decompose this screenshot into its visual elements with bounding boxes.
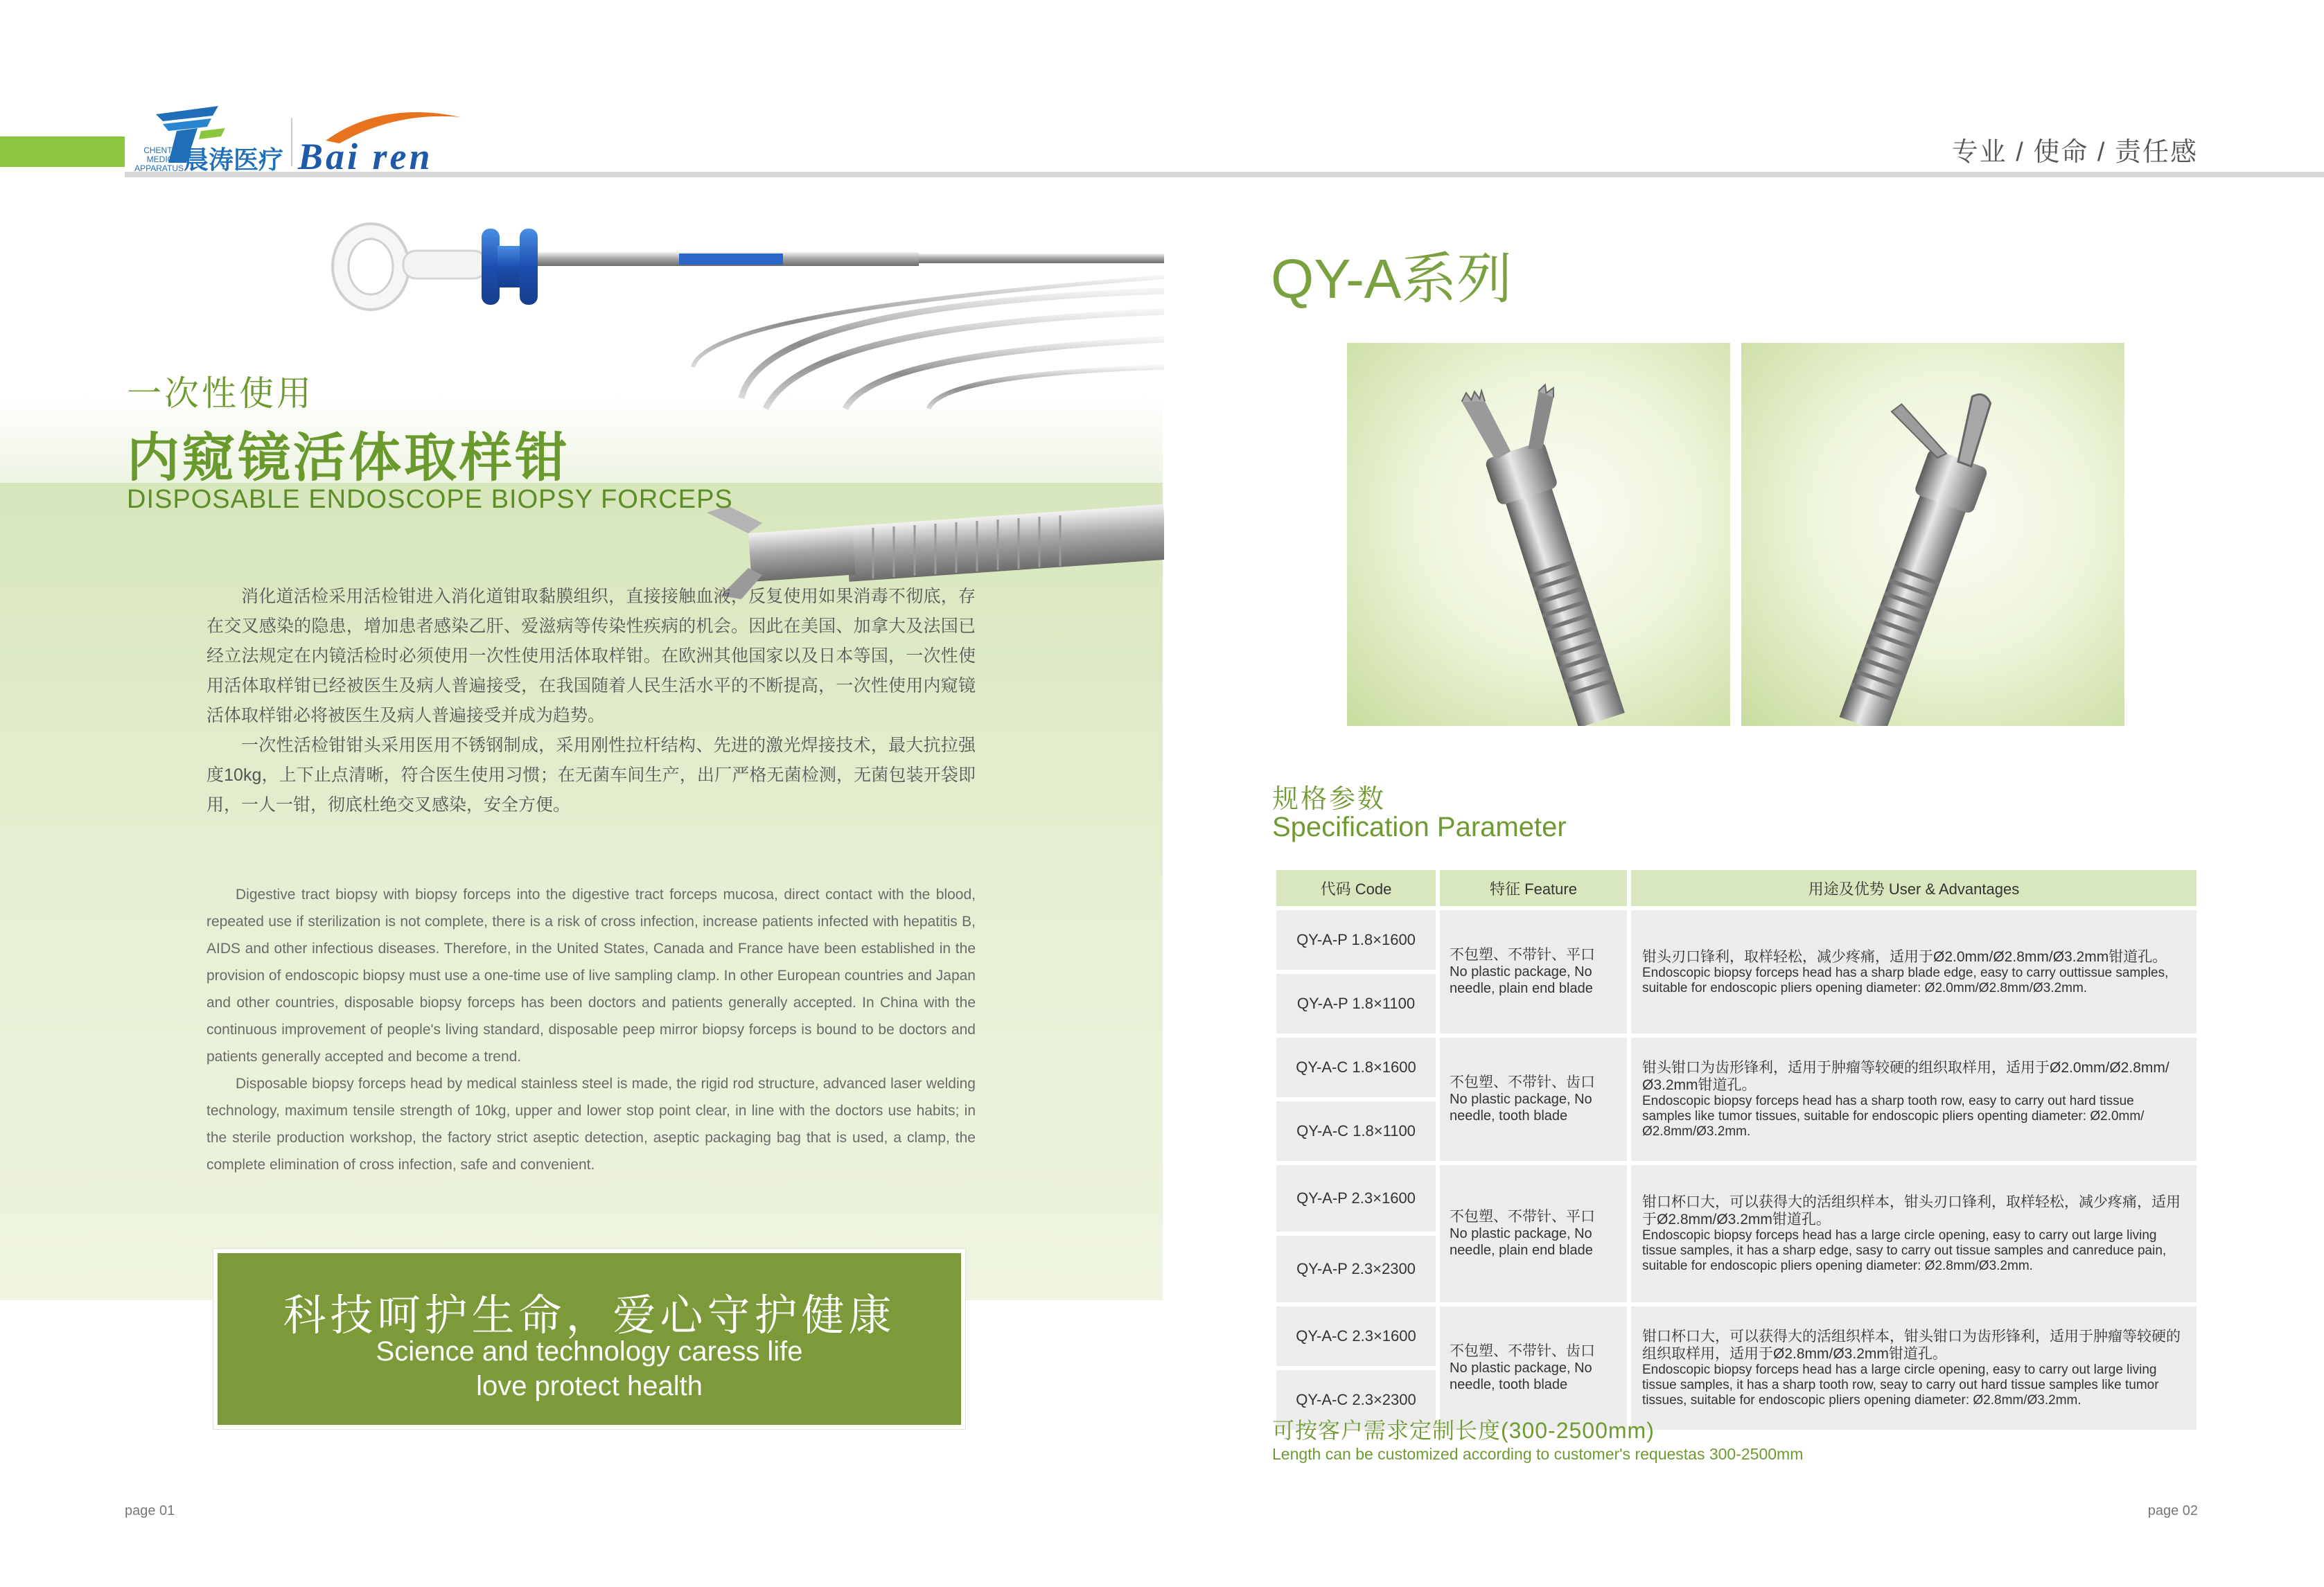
code-cell: QY-A-P 2.3×1600 [1276,1165,1436,1232]
use-cell [1631,1165,2197,1302]
use-cell [1631,1038,2197,1161]
table-row [1276,1038,2197,1097]
use-en: Endoscopic biopsy forceps head has a sharp blade edge, easy to carry outtissue samples, suitable for endoscopic pliers opening diameter: Ø2.0mm/Ø2.8mm/Ø3.2mm. [1642,965,2169,995]
page-number-right: page 02 [2147,1503,2198,1518]
table-header-row [1276,870,2197,906]
code-cell: QY-A-P 2.3×2300 [1276,1236,1436,1302]
bairen-logo-text: Bai ren [298,136,433,177]
forceps-plain-jaw-image [1741,343,2124,726]
product-title-en: DISPOSABLE ENDOSCOPE BIOPSY FORCEPS [127,485,733,514]
feature-en: No plastic package, No needle, tooth blade [1450,1092,1592,1124]
code-cell: QY-A-P 1.8×1600 [1276,910,1436,970]
feature-cell [1440,1165,1627,1302]
slogan-en-line2: love protect health [476,1371,703,1401]
spec-table [1272,866,2201,1434]
use-cn: 钳头钳口为齿形锋利，适用于肿瘤等较硬的组织取样用，适用于Ø2.0mm/Ø2.8mm/Ø3.2mm钳道孔。 [1642,1060,2169,1093]
code-cell: QY-A-C 2.3×1600 [1276,1306,1436,1366]
slogan-box [213,1249,965,1429]
code-cell: QY-A-C 1.8×1100 [1276,1101,1436,1161]
forceps-photo-tooth [1347,343,1730,726]
product-title-large: 内窥镜活体取样钳 [127,429,570,488]
code-cell: QY-A-C 1.8×1600 [1276,1038,1436,1097]
body-en-paragraph: Disposable biopsy forceps head by medical stainless steel is made, the rigid rod structure, advanced laser welding technology, maximum tensile strength of 10kg, upper and lower stop point clear, in line with the doctors use habits; in the sterile production workshop, the factory strict aseptic detection, aseptic packaging bag that is used, a clamp, the complete elimination of cross infection, safe and convenient. [206,1076,976,1173]
table-row [1276,1306,2197,1366]
column-header-feature: 特征 Feature [1440,870,1627,906]
body-cn-paragraph: 消化道活检采用活检钳进入消化道钳取黏膜组织，直接接触血液，反复使用如果消毒不彻底，存在交叉感染的隐患，增加患者感染乙肝、爱滋病等传染性疾病的机会。因此在美国、加拿大及法国已经立法规定在内镜活检时必须使用一次性使用活体取样钳。在欧洲其他国家以及日本等国，一次性使用活体取样钳已经被医生及病人普遍接受，在我国随着人民生活水平的不断提高，一次性使用内窥镜活体取样钳必将被医生及病人普遍接受并成为趋势。 [206,587,976,725]
feature-en: No plastic package, No needle, plain end blade [1450,964,1593,996]
use-en: Endoscopic biopsy forceps head has a large circle opening, easy to carry out large living tissue samples, it has a sharp tooth row, seay to carry out hard tissue samples like tumor tissues, suitable for endoscopic pliers opening diameter: Ø2.8mm/Ø3.2mm. [1642,1363,2159,1408]
use-en: Endoscopic biopsy forceps head has a large circle opening, easy to carry out large living tissue samples, it has a sharp edge, sasy to carry out tissue samples and canreduce pain, suitable for endoscopic pliers opening diameter: Ø2.8mm/Ø3.2mm. [1642,1228,2167,1273]
feature-cn: 不包塑、不带针、平口 [1450,947,1595,963]
code-cell: QY-A-P 1.8×1100 [1276,974,1436,1034]
bairen-logo [298,107,464,177]
spec-title-cn: 规格参数 [1272,785,1387,814]
use-cn: 钳头刃口锋利，取样轻松，减少疼痛，适用于Ø2.0mm/Ø2.8mm/Ø3.2mm钳道孔。 [1642,948,2167,965]
forceps-photo-plain [1741,343,2124,726]
table-row [1276,1165,2197,1232]
feature-cell [1440,910,1627,1034]
column-header-code: 代码 Code [1276,870,1436,906]
body-text-cn [206,582,976,820]
product-title-small: 一次性使用 [127,374,314,413]
series-title: QY-A系列 [1271,248,1513,310]
feature-cell [1440,1038,1627,1161]
custom-length-cn: 可按客户需求定制长度(300-2500mm) [1272,1418,1655,1443]
use-cell [1631,1306,2197,1430]
biopsy-forceps-hero-image [319,208,1164,610]
chentao-logo-en: CHENTAO MEDICAL APPARATUS [134,145,184,173]
feature-cn: 不包塑、不带针、齿口 [1450,1074,1595,1090]
use-cell [1631,910,2197,1034]
body-text-en [206,881,976,1178]
feature-cell [1440,1306,1627,1430]
feature-cn: 不包塑、不带针、平口 [1450,1209,1595,1225]
header-tagline: 专业 / 使命 / 责任感 [1951,138,2198,167]
table-row [1276,910,2197,970]
slogan-cn: 科技呵护生命，爱心守护健康 [283,1292,896,1340]
chentao-logo [121,100,288,174]
body-cn-paragraph: 一次性活检钳钳头采用医用不锈钢制成，采用刚性拉杆结构、先进的激光焊接技术，最大抗拉强度10kg，上下止点清晰，符合医生使用习惯；在无菌车间生产，出厂严格无菌检测，无菌包装开袋即用，一人一钳，彻底杜绝交叉感染，安全方便。 [206,736,976,815]
header-accent-bar [0,136,125,167]
feature-en: No plastic package, No needle, tooth blade [1450,1360,1592,1392]
feature-en: No plastic package, No needle, plain end blade [1450,1226,1593,1258]
forceps-tooth-jaw-image [1347,343,1730,726]
logo-separator [291,118,292,166]
custom-length-en: Length can be customized according to customer's requestas 300-2500mm [1272,1445,1804,1463]
feature-cn: 不包塑、不带针、齿口 [1450,1343,1595,1359]
use-cn: 钳口杯口大，可以获得大的活组织样本，钳头钳口为齿形锋利，适用于肿瘤等较硬的组织取样用，适用于Ø2.8mm/Ø3.2mm钳道孔。 [1642,1329,2181,1362]
spec-title-en: Specification Parameter [1272,812,1567,842]
use-cn: 钳口杯口大，可以获得大的活组织样本，钳头刃口锋利，取样轻松，减少疼痛，适用于Ø2.8mm/Ø3.2mm钳道孔。 [1642,1194,2181,1227]
column-header-use: 用途及优势 User & Advantages [1631,870,2197,906]
body-en-paragraph: Digestive tract biopsy with biopsy forceps into the digestive tract forceps mucosa, direct contact with the blood, repeated use if sterilization is not complete, there is a risk of cross infection, increase patients infected with hepatitis B, AIDS and other infectious diseases. Therefore, in the United States, Canada and France have been established in the provision of endoscopic biopsy must use a one-time use of live sampling clamp. In other European countries and Japan and other countries, disposable biopsy forceps has been doctors and patients generally accepted. In China with the continuous improvement of people's living standard, disposable peep mirror biopsy forceps is bound to be doctors and patients generally accepted and become a trend. [206,887,976,1065]
chentao-logo-cn: 晨涛医疗 [184,145,284,174]
code-cell: QY-A-C 2.3×2300 [1276,1370,1436,1430]
use-en: Endoscopic biopsy forceps head has a sharp tooth row, easy to carry out hard tissue samples like tumor tissues, suitable for endoscopic pliers openting diameter: Ø2.0mm/Ø2.8mm/Ø3.2mm. [1642,1094,2145,1139]
page-number-left: page 01 [125,1503,175,1518]
slogan-en-line1: Science and technology caress life [376,1336,803,1367]
